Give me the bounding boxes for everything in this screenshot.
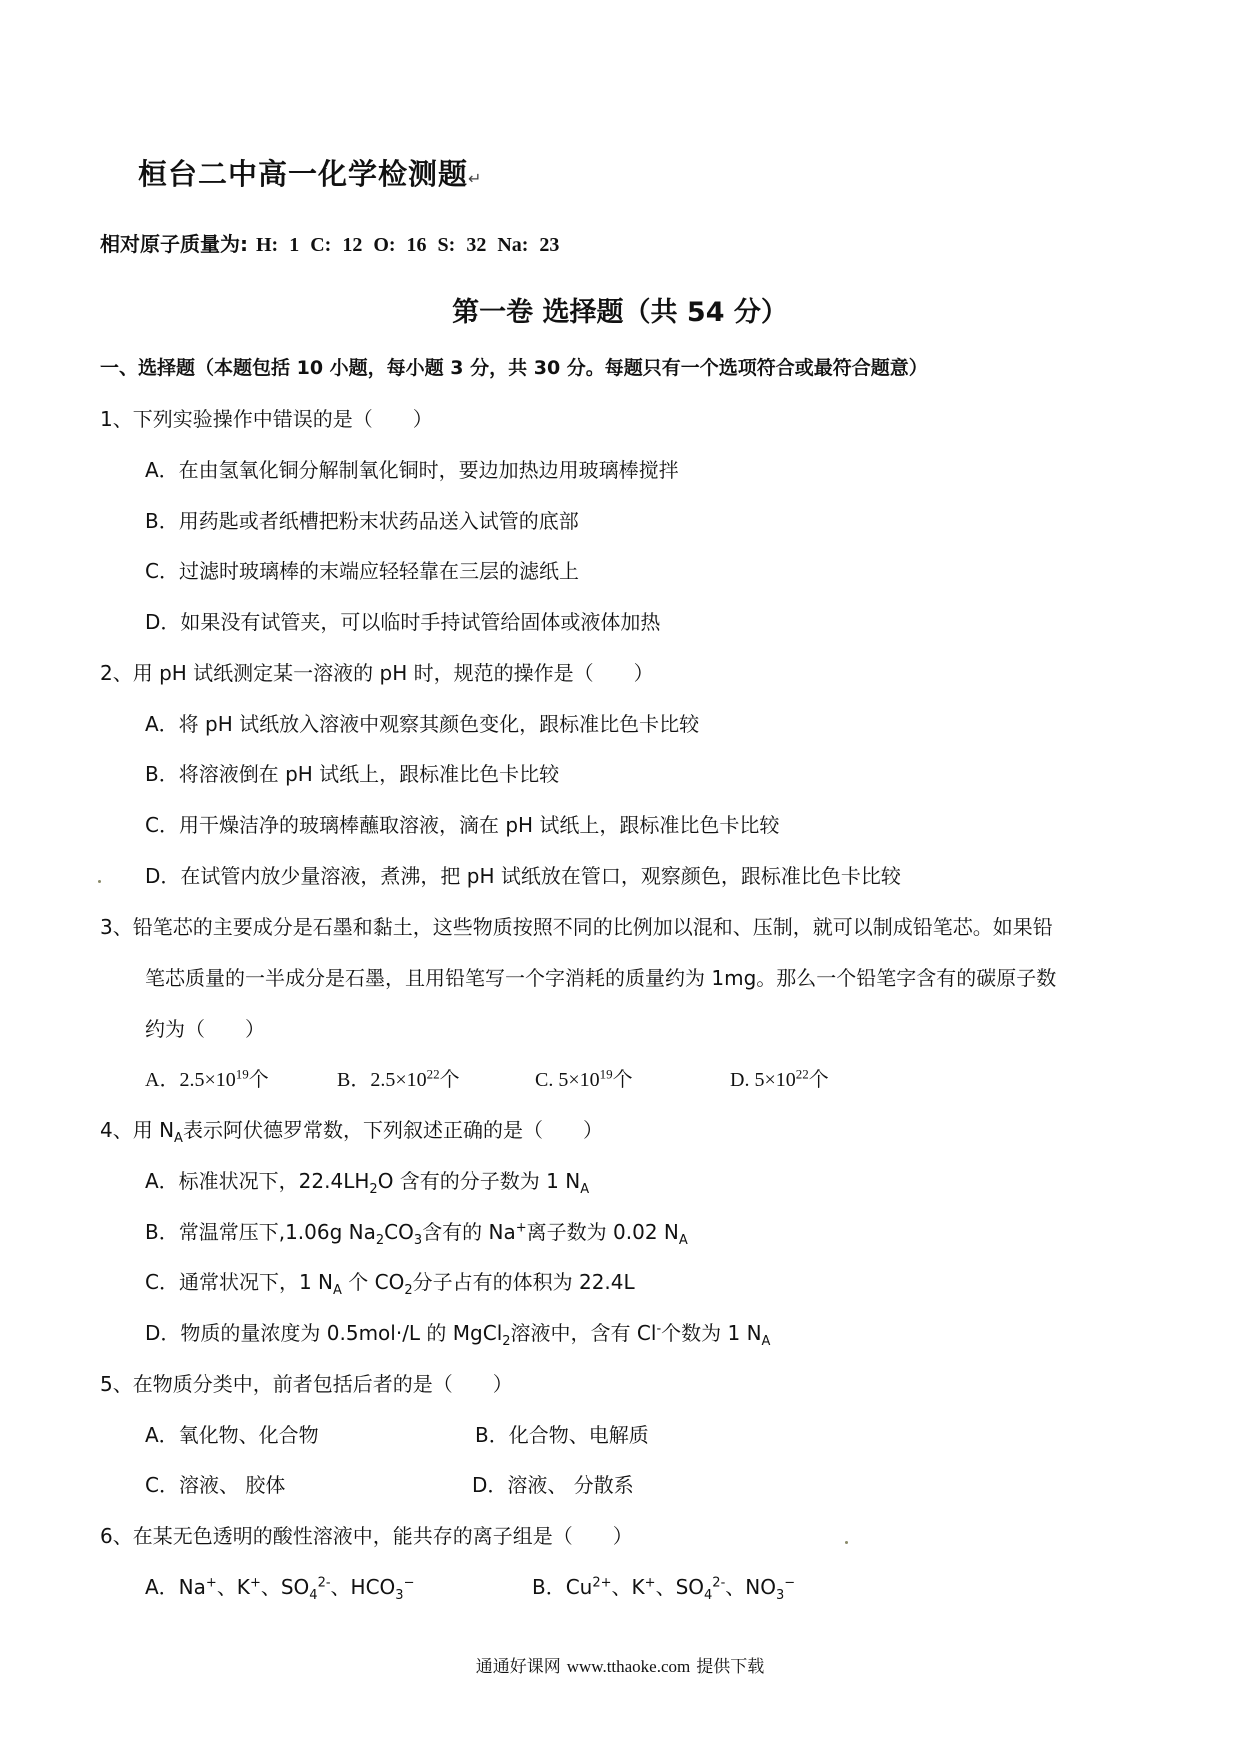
atomic-mass-label: 相对原子质量为: — [100, 232, 248, 256]
question-6-stem: 6、在某无色透明的酸性溶液中，能共存的离子组是（ ） — [100, 1524, 633, 1548]
question-6-option-b: B．$Cu^{2+}$、K+、$SO_4^{2-}$、$NO_3^-$ — [532, 1575, 796, 1603]
question-1-option-b: B．用药匙或者纸槽把粉末状药品送入试管的底部 — [145, 509, 579, 533]
question-1-option-d: D．如果没有试管夹，可以临时手持试管给固体或液体加热 — [145, 610, 661, 634]
footer-site-name: 通通好课网 — [475, 1657, 561, 1677]
footer-download-text: 提供下载 — [696, 1657, 765, 1677]
question-4-option-c: C．通常状况下，1 $N_A$ 个 $CO_2$分子占有的体积为 22.4L — [145, 1270, 635, 1298]
section-title: 一、选择题（本题包括 10 小题，每小题 3 分，共 30 分。每题只有一个选项符合或最符合题意） — [100, 357, 928, 379]
question-5-option-d: D．溶液、 分散系 — [472, 1473, 634, 1497]
question-2-option-a: A．将 pH 试纸放入溶液中观察其颜色变化，跟标准比色卡比较 — [145, 712, 700, 736]
question-3-stem-line-1: 3、铅笔芯的主要成分是石墨和黏土，这些物质按照不同的比例加以混和、压制，就可以制成铅笔芯。如果铅 — [100, 915, 1053, 939]
question-6-option-a: A．Na+、K+、$SO_4^{2-}$、$HCO_3^-$ — [145, 1575, 415, 1603]
question-4-option-b: B．常温常压下,1.06g $Na_2CO_3$含有的 Na+离子数为 0.02 $N_A$ — [145, 1220, 688, 1248]
question-1-stem: 1、下列实验操作中错误的是（ ） — [100, 407, 433, 431]
question-2-option-d: D．在试管内放少量溶液，煮沸，把 pH 试纸放在管口，观察颜色，跟标准比色卡比较 — [145, 864, 901, 888]
question-5-option-c: C．溶液、 胶体 — [145, 1473, 286, 1497]
question-5-stem: 5、在物质分类中，前者包括后者的是（ ） — [100, 1372, 513, 1396]
question-3-option-a: A．$2.5\times 10^{19}$个 — [145, 1066, 269, 1091]
question-1-option-a: A．在由氢氧化铜分解制氧化铜时，要边加热边用玻璃棒搅拌 — [145, 458, 679, 482]
question-3-option-c: C. $5\times 10^{19}$个 — [535, 1066, 633, 1091]
question-5-option-a: A．氧化物、化合物 — [145, 1423, 319, 1447]
atomic-mass-values: H: 1 C: 12 O: 16 S: 32 Na: 23 — [256, 234, 560, 256]
question-3-option-b: B．$2.5\times 10^{22}$个 — [337, 1066, 460, 1091]
scan-speck — [845, 1541, 848, 1544]
atomic-mass-line — [100, 228, 559, 257]
question-3-option-d: D. $5\times 10^{22}$个 — [730, 1066, 829, 1091]
return-mark: ↵ — [468, 169, 483, 188]
part-title: 第一卷 选择题（共 54 分） — [452, 297, 788, 328]
question-1-option-c: C．过滤时玻璃棒的末端应轻轻靠在三层的滤纸上 — [145, 559, 579, 583]
question-4-stem: 4、用 $N_A$表示阿伏德罗常数，下列叙述正确的是（ ） — [100, 1118, 603, 1146]
question-5-option-b: B．化合物、电解质 — [475, 1423, 649, 1447]
page-footer — [0, 1652, 1240, 1677]
exam-title — [138, 152, 482, 193]
question-2-stem: 2、用 pH 试纸测定某一溶液的 pH 时，规范的操作是（ ） — [100, 661, 654, 685]
question-3-stem-line-2: 笔芯质量的一半成分是石墨，且用铅笔写一个字消耗的质量约为 1mg。那么一个铅笔字含有的碳原子数 — [145, 966, 1057, 990]
question-4-option-d: D．物质的量浓度为 0.5mol·/L 的 MgCl$_2$溶液中，含有 Cl-个数为 1 $N_A$ — [145, 1321, 771, 1349]
question-2-option-b: B．将溶液倒在 pH 试纸上，跟标准比色卡比较 — [145, 762, 560, 786]
question-3-stem-line-3: 约为（ ） — [145, 1017, 265, 1041]
question-2-option-c: C．用干燥洁净的玻璃棒蘸取溶液，滴在 pH 试纸上，跟标准比色卡比较 — [145, 813, 780, 837]
question-4-option-a: A．标准状况下，$22.4LH_2O$ 含有的分子数为 1 $N_A$ — [145, 1169, 590, 1197]
scan-speck — [98, 880, 101, 883]
exam-title-text: 桓台二中高一化学检测题 — [138, 157, 469, 191]
footer-url[interactable]: www.tthaoke.com — [566, 1657, 691, 1676]
